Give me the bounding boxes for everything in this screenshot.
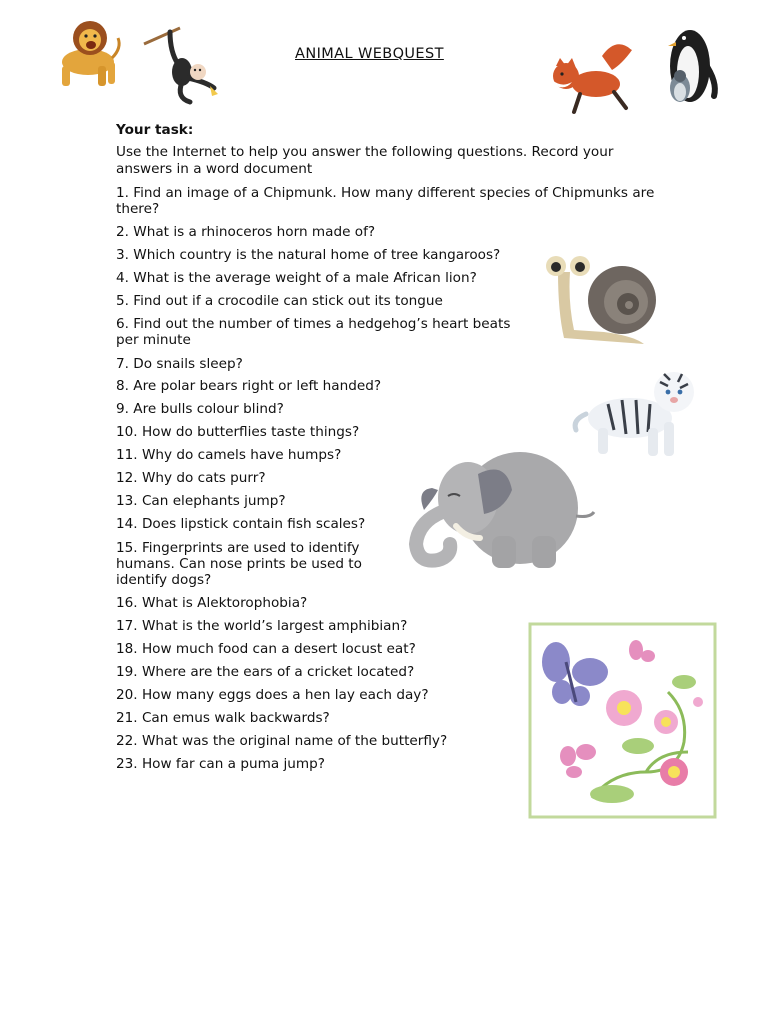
question-item: 19. Where are the ears of a cricket located? — [116, 664, 415, 680]
question-item: 22. What was the original name of the butterfly? — [116, 733, 448, 749]
task-instructions: Use the Internet to help you answer the following questions. Record your answers in a word document — [116, 144, 614, 177]
question-item: 2. What is a rhinoceros horn made of? — [116, 224, 376, 240]
question-item: 20. How many eggs does a hen lay each day? — [116, 687, 429, 703]
question-item: 8. Are polar bears right or left handed? — [116, 378, 382, 394]
question-item: 9. Are bulls colour blind? — [116, 401, 284, 417]
question-item: 16. What is Alektorophobia? — [116, 595, 308, 611]
page-title: ANIMAL WEBQUEST — [295, 46, 444, 62]
fox-icon — [546, 36, 640, 122]
snail-icon — [544, 252, 660, 350]
question-item: 4. What is the average weight of a male African lion? — [116, 270, 477, 286]
question-item: 6. Find out the number of times a hedgehog’s heart beats per minute — [116, 316, 511, 348]
question-item: 5. Find out if a crocodile can stick out its tongue — [116, 293, 443, 309]
elephant-icon — [408, 440, 602, 574]
question-item: 23. How far can a puma jump? — [116, 756, 325, 772]
question-item: 12. Why do cats purr? — [116, 470, 266, 486]
question-item: 13. Can elephants jump? — [116, 493, 286, 509]
task-heading: Your task: — [116, 122, 194, 138]
monkey-icon — [140, 22, 224, 106]
lion-icon — [44, 18, 124, 90]
question-item: 7. Do snails sleep? — [116, 356, 243, 372]
question-item: 10. How do butterflies taste things? — [116, 424, 360, 440]
question-item: 11. Why do camels have humps? — [116, 447, 342, 463]
question-item: 18. How much food can a desert locust eat? — [116, 641, 416, 657]
penguin-icon — [660, 22, 726, 106]
question-item: 17. What is the world’s largest amphibian? — [116, 618, 408, 634]
question-item: 15. Fingerprints are used to identify humans. Can nose prints be used to identify dogs? — [116, 540, 362, 588]
question-item: 21. Can emus walk backwards? — [116, 710, 330, 726]
question-item: 1. Find an image of a Chipmunk. How many different species of Chipmunks are there? — [116, 185, 655, 217]
question-item: 14. Does lipstick contain fish scales? — [116, 516, 366, 532]
question-item: 3. Which country is the natural home of tree kangaroos? — [116, 247, 501, 263]
butterfly-flower-frame-icon — [528, 622, 718, 820]
